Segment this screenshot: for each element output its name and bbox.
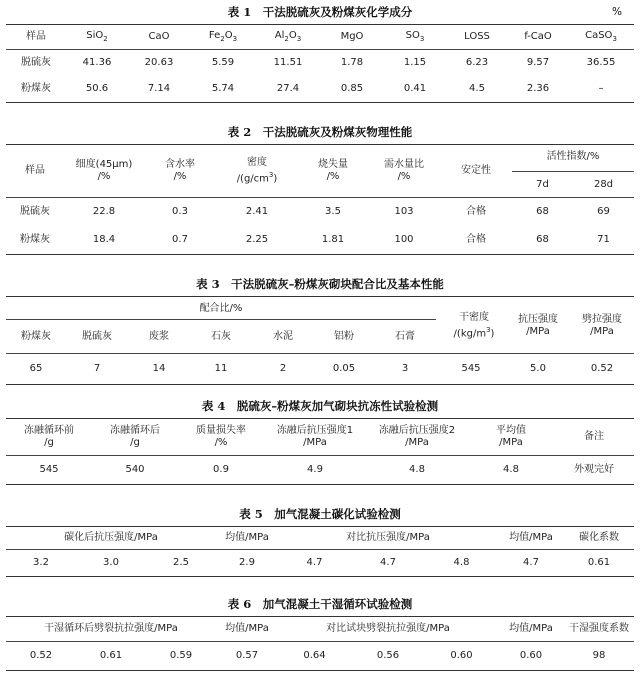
header-cell (468, 425, 554, 449)
header-cell: CaO (148, 31, 170, 42)
cell: 545 (461, 363, 481, 374)
cell: 4.8 (503, 464, 519, 475)
header-cell (6, 425, 92, 449)
header-line: 质量损失率 (196, 425, 246, 436)
cell: 0.3 (172, 206, 188, 217)
cell: 4.9 (307, 464, 323, 475)
table-row (6, 642, 634, 670)
cell: 545 (39, 464, 59, 475)
cell: 0.60 (450, 650, 473, 661)
header-line: /% (397, 171, 411, 182)
header-line: 冻融后抗压强度1 (276, 425, 354, 436)
cell: 36.55 (586, 57, 616, 68)
header-line: 冻融循环后 (110, 425, 160, 436)
cell: 69 (597, 206, 610, 217)
header-cell (298, 159, 368, 183)
cell: 20.63 (144, 57, 174, 68)
header-cell (442, 309, 506, 343)
header-line: 干密度 (459, 311, 489, 323)
cell: 3.0 (103, 557, 119, 568)
header-cell: $Al_2O_3$ (274, 29, 302, 43)
cell: 11 (214, 363, 228, 374)
header-cell (506, 309, 570, 343)
table-row (6, 226, 634, 254)
cell: 0.9 (213, 464, 229, 475)
cell: 7 (93, 363, 101, 374)
header-cell (216, 157, 298, 185)
cell: 0.85 (340, 83, 364, 94)
cell: 脱硫灰 (20, 206, 50, 217)
cell: 0.61 (587, 557, 611, 568)
header-cell: 7d (536, 179, 549, 190)
table-6-title: 表 6 加气混凝土干湿循环试验检测 (227, 597, 413, 611)
header-cell (64, 159, 144, 183)
cell: 50.6 (85, 83, 109, 94)
cell: 粉煤灰 (20, 234, 50, 245)
table-3-header (6, 297, 634, 353)
table-4-header-row (6, 419, 634, 455)
header-cell: $Fe_2O_3$ (208, 29, 238, 43)
cell: 14 (152, 363, 166, 374)
header-line: 含水率 (165, 159, 195, 170)
table-2 (6, 124, 634, 255)
cell: 5.74 (211, 83, 235, 94)
header-cell: MgO (340, 31, 364, 42)
group-rule (512, 171, 634, 172)
cell: 5.59 (211, 57, 235, 68)
header-cell: LOSS (464, 31, 490, 42)
header-line: /g (130, 437, 140, 448)
header-cell: 备注 (584, 431, 604, 442)
header-cell: $SO_3$ (405, 29, 425, 43)
header-cell (366, 425, 468, 449)
cell: – (598, 83, 604, 94)
header-line: $/(g/cm^3)$ (236, 170, 278, 185)
cell: 4.7 (380, 557, 396, 568)
cell: 3.5 (325, 206, 341, 217)
table-2-title: 表 2 干法脱硫灰及粉煤灰物理性能 (227, 125, 413, 139)
header-cell: CaSO$_3$ (585, 29, 617, 43)
cell: 2 (279, 363, 287, 374)
header-line: /MPa (303, 437, 327, 448)
cell: 1.78 (340, 57, 364, 68)
cell: 1.15 (403, 57, 427, 68)
cell: 0.64 (303, 650, 326, 661)
bottom-rule (6, 484, 634, 485)
header-line: /MPa (499, 437, 523, 448)
header-line: $/(kg/m^3)$ (453, 325, 495, 340)
cell: 68 (536, 206, 549, 217)
header-cell: 均值/MPa (509, 532, 553, 543)
header-cell (178, 425, 264, 449)
cell: 粉煤灰 (21, 83, 51, 94)
header-row (6, 327, 436, 347)
header-cell: 废浆 (149, 331, 169, 342)
header-line: 劈拉强度 (582, 314, 622, 325)
header-cell: 粉煤灰 (21, 331, 51, 342)
bottom-rule (6, 384, 634, 385)
header-line: 平均值 (496, 425, 526, 436)
cell: 4.7 (523, 557, 539, 568)
header-cell: 均值/MPa (509, 623, 553, 634)
table-5 (6, 506, 634, 577)
bottom-rule (6, 670, 634, 671)
cell: 0.7 (172, 234, 188, 245)
cell: 22.8 (92, 206, 116, 217)
activity-index-group (512, 145, 634, 197)
table-1 (6, 4, 634, 103)
table-row (6, 50, 634, 76)
header-line: /% (97, 171, 111, 182)
cell: 4.8 (453, 557, 470, 568)
header-line: 冻融后抗压强度2 (378, 425, 456, 436)
cell: 0.41 (403, 83, 427, 94)
header-cell: SiO$_2$ (86, 29, 108, 43)
header-line: 需水量比 (384, 159, 424, 170)
table-4 (6, 398, 634, 485)
header-cell: 干湿循环后劈裂抗拉强度/MPa (44, 623, 178, 634)
header-cell (264, 425, 366, 449)
cell: 4.8 (409, 464, 425, 475)
cell: 0.56 (376, 650, 400, 661)
cell: 71 (597, 234, 610, 245)
cell: 0.60 (519, 650, 543, 661)
group-rule (6, 319, 436, 320)
table-1-unit: % (612, 6, 622, 18)
header-line: /% (214, 437, 228, 448)
cell: 3 (401, 363, 409, 374)
cell: 2.41 (245, 206, 269, 217)
cell: 合格 (466, 206, 486, 217)
table-6-header-row (6, 617, 634, 641)
cell: 0.57 (235, 650, 259, 661)
table-3 (6, 276, 634, 385)
header-cell: 碳化系数 (579, 532, 619, 543)
header-cell (92, 425, 178, 449)
cell: 41.36 (82, 57, 112, 68)
cell: 0.61 (99, 650, 123, 661)
cell: 4.7 (306, 557, 323, 568)
group-header: 活性指数/% (546, 151, 600, 162)
cell: 2.9 (239, 557, 255, 568)
cell: 0.52 (590, 363, 614, 374)
header-cell: 石膏 (395, 331, 415, 342)
cell: 11.51 (273, 57, 303, 68)
cell: 1.81 (321, 234, 345, 245)
header-cell: 均值/MPa (225, 623, 269, 634)
header-line: 烧失量 (318, 159, 348, 170)
cell: 0.59 (169, 650, 193, 661)
header-cell: 水泥 (273, 331, 293, 342)
header-line: /MPa (405, 437, 429, 448)
cell: 9.57 (526, 57, 550, 68)
cell: 540 (125, 464, 145, 475)
cell: 100 (394, 234, 414, 245)
header-cell: 样品 (25, 165, 45, 176)
group-header: 配合比/% (199, 303, 243, 314)
cell: 6.23 (465, 57, 489, 68)
cell: 5.0 (530, 363, 546, 374)
cell: 外观完好 (574, 464, 614, 475)
cell: 18.4 (92, 234, 116, 245)
header-cell: f-CaO (524, 31, 552, 42)
table-row (6, 198, 634, 226)
bottom-rule (6, 102, 634, 103)
cell: 合格 (466, 234, 486, 245)
header-line: /g (44, 437, 54, 448)
cell: 2.36 (526, 83, 550, 94)
header-cell: 安定性 (461, 165, 491, 176)
table-2-header-row (6, 145, 634, 197)
table-row (6, 354, 634, 384)
cell: 2.25 (245, 234, 269, 245)
header-cell (144, 159, 216, 183)
table-4-title: 表 4 脱硫灰–粉煤灰加气砌块抗冻性试验检测 (201, 399, 439, 413)
header-cell: 均值/MPa (225, 532, 269, 543)
table-1-title: 表 1 干法脱硫灰及粉煤灰化学成分 (227, 5, 413, 19)
cell: 7.14 (147, 83, 171, 94)
cell: 103 (394, 206, 414, 217)
cell: 3.2 (33, 557, 49, 568)
cell: 98 (592, 650, 606, 661)
header-cell (368, 159, 440, 183)
cell: 4.5 (469, 83, 485, 94)
table-6 (6, 596, 634, 671)
table-3-title: 表 3 干法脱硫灰–粉煤灰砌块配合比及基本性能 (196, 277, 444, 291)
header-cell: 对比试块劈裂抗拉强度/MPa (326, 623, 450, 634)
header-line: /MPa (590, 326, 614, 337)
header-line: 细度(45μm) (75, 159, 133, 170)
cell: 脱硫灰 (21, 57, 51, 68)
header-cell: 对比抗压强度/MPa (346, 532, 430, 543)
header-cell: 铝粉 (334, 331, 354, 342)
header-line: /% (326, 171, 340, 182)
header-cell: 碳化后抗压强度/MPa (64, 532, 158, 543)
cell: 2.5 (173, 557, 189, 568)
header-cell: 干湿强度系数 (569, 623, 629, 634)
cell: 27.4 (276, 83, 300, 94)
cell: 0.05 (332, 363, 356, 374)
bottom-rule (6, 254, 634, 255)
bottom-rule (6, 576, 634, 577)
table-row (6, 76, 634, 102)
cell: 0.52 (29, 650, 53, 661)
table-row (6, 456, 634, 484)
cell: 68 (536, 234, 549, 245)
cell: 65 (29, 363, 43, 374)
header-cell: 28d (593, 179, 614, 190)
header-cell (570, 309, 634, 343)
header-cell: 石灰 (211, 331, 231, 342)
header-cell: 脱硫灰 (82, 331, 112, 342)
table-1-header-row (6, 25, 634, 49)
table-5-header-row (6, 527, 634, 549)
header-cell: 样品 (26, 31, 46, 42)
header-line: 抗压强度 (518, 314, 558, 325)
table-5-title: 表 5 加气混凝土碳化试验检测 (239, 507, 401, 521)
header-line: 密度 (247, 156, 267, 168)
table-row (6, 550, 634, 576)
header-line: /MPa (526, 326, 550, 337)
header-line: 冻融循环前 (24, 425, 74, 436)
header-line: /% (173, 171, 187, 182)
